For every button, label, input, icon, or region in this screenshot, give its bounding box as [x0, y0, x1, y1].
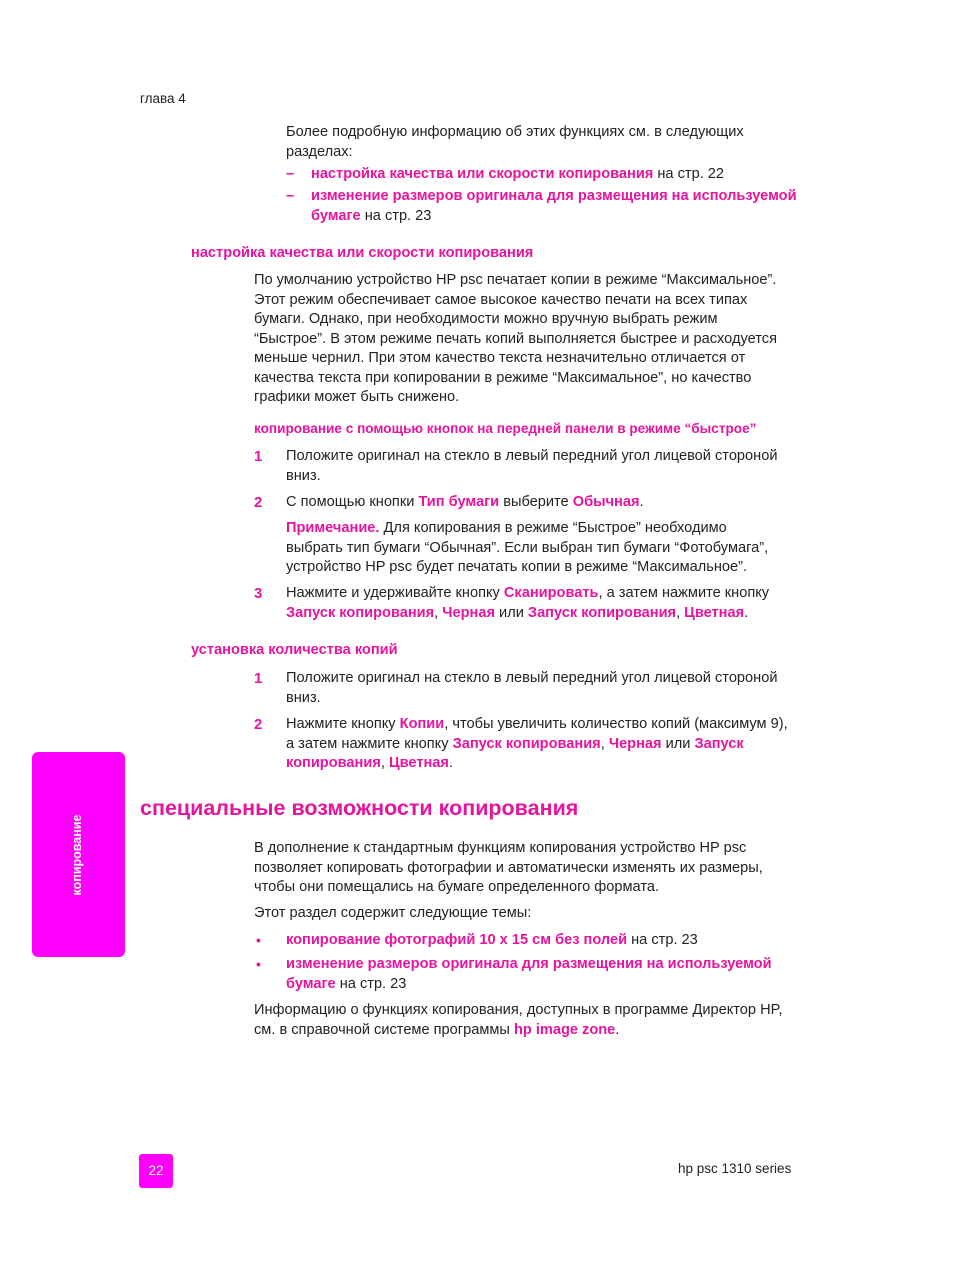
color-ref: Цветная [388, 755, 449, 771]
step-number: 1 [254, 670, 263, 687]
dash-marker: – [286, 166, 295, 182]
intro-link-item: изменение размеров оригинала для размещения на используемой бумаге на стр. 23 [311, 188, 797, 224]
hp-image-zone-link[interactable]: hp image zone [513, 1021, 616, 1038]
resize-section-link-cont[interactable]: бумаге [311, 207, 361, 224]
dash-marker: – [286, 188, 295, 204]
resize-link[interactable]: изменение размеров оригинала для размещения на используемой [286, 956, 772, 972]
step-number: 2 [254, 494, 263, 511]
bullet-marker: • [256, 956, 261, 972]
intro-paragraph: Более подробную информацию об этих функциях см. в следующих разделах: [286, 124, 744, 160]
start-copy-ref: Запуск [694, 735, 744, 752]
chapter-label: глава 4 [140, 91, 186, 106]
topic-item: копирование фотографий 10 x 15 см без полей на стр. 23 [286, 932, 698, 948]
step-number: 2 [254, 716, 263, 733]
side-tab-label: копирование [70, 814, 84, 896]
bullet-marker: • [256, 932, 261, 948]
note-label: Примечание. [286, 520, 380, 536]
product-name: hp psc 1310 series [678, 1161, 792, 1176]
step-text: С помощью кнопки Тип бумаги выберите Обычная. [286, 494, 644, 510]
section-title-special: специальные возможности копирования [140, 796, 579, 820]
resize-section-link[interactable]: изменение размеров оригинала для размещения на используемой [311, 188, 797, 204]
photo-copy-link[interactable]: копирование фотографий 10 x 15 см без полей [286, 932, 628, 948]
black-ref: Черная [442, 604, 495, 621]
color-ref: Цветная [684, 604, 745, 621]
topic-item: изменение размеров оригинала для размещения на используемой бумаге на стр. 23 [286, 956, 772, 992]
step-text: Положите оригинал на стекло в левый передний угол лицевой стороной вниз. [286, 670, 778, 706]
section-heading-copies: установка количества копий [191, 642, 398, 658]
start-copy-ref-cont: копирования [286, 755, 381, 771]
plain-option-ref: Обычная [572, 494, 640, 510]
quality-paragraph: По умолчанию устройство HP psc печатает копии в режиме “Максимальное”. Этот режим обеспечивает самое высокое качество печати на всех типах бумаги. Однако, при необходимости можно вручную выбрать режим “Быстрое”. В этом режиме печать копий выполняется быстрее и расходуется меньше чернил. При этом качество текста незначительно отличается от качества текста при копировании в режиме “Максимальное”, но качество графики может быть снижено. [254, 272, 777, 405]
step-text: Нажмите кнопку Копии, чтобы увеличить количество копий (максимум 9), а затем нажмите кнопку Запуск копирования, Черная или Запуск копирования, Цветная. [286, 716, 788, 771]
section-heading-quality: настройка качества или скорости копирования [191, 245, 534, 261]
step-number: 1 [254, 448, 263, 465]
step-number: 3 [254, 585, 263, 602]
start-copy-ref: Запуск копирования [452, 735, 601, 752]
topics-intro: Этот раздел содержит следующие темы: [254, 905, 532, 921]
closing-paragraph: Информацию о функциях копирования, доступных в программе Директор HP, см. в справочной системе программы hp image zone. [254, 1002, 783, 1038]
subheading-fast-copy: копирование с помощью кнопок на передней панели в режиме “быстрое” [254, 421, 757, 436]
paper-type-button-ref: Тип бумаги [418, 494, 500, 510]
step-text: Нажмите и удерживайте кнопку Сканировать, а затем нажмите кнопку Запуск копирования, Черная или Запуск копирования, Цветная. [286, 585, 770, 621]
chapter-side-tab [32, 752, 125, 957]
copies-button-ref: Копии [399, 716, 445, 732]
note-block: Примечание. Для копирования в режиме “Быстрое” необходимо выбрать тип бумаги “Обычная”. Если выбран тип бумаги “Фотобумага”, устройство HP psc будет печатать копии в режиме “Максимальное”. [286, 520, 769, 575]
quality-section-link[interactable]: настройка качества или скорости копирования [311, 166, 654, 182]
page-number: 22 [139, 1154, 173, 1188]
black-ref: Черная [608, 735, 662, 752]
start-copy-ref: Запуск копирования [286, 604, 435, 621]
special-paragraph: В дополнение к стандартным функциям копирования устройство HP psc позволяет копировать фотографии и автоматически изменять их размеры, чтобы они помещались на бумаге определенного формата. [254, 840, 763, 895]
resize-link-cont[interactable]: бумаге [286, 975, 336, 992]
scan-button-ref: Сканировать [503, 585, 599, 601]
step-text: Положите оригинал на стекло в левый передний угол лицевой стороной вниз. [286, 448, 778, 484]
start-copy-ref: Запуск копирования [527, 604, 677, 621]
intro-link-item: настройка качества или скорости копирования на стр. 22 [311, 166, 725, 182]
